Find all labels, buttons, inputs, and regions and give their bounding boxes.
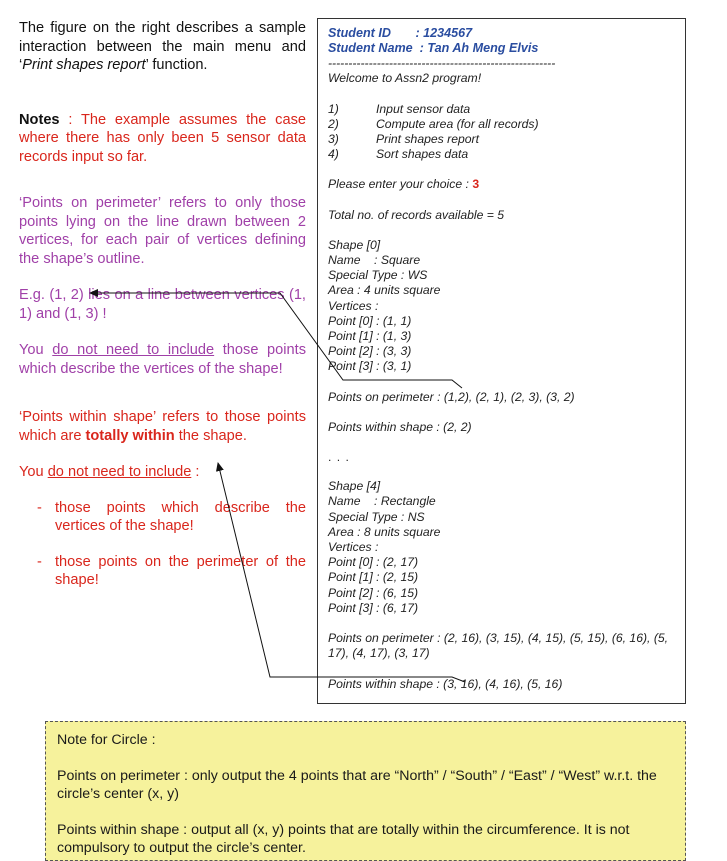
choice-prompt: Please enter your choice : 3 [328, 177, 480, 192]
main-menu [328, 102, 675, 163]
shape-4-perimeter: Points on perimeter : (2, 16), (3, 15), (4, 15), (5, 15), (6, 16), (5, 17), (4, 17), (3, 17) [328, 631, 672, 661]
intro-paragraph: The figure on the right describes a sample interaction between the main menu and ‘Print shapes report’ function. [19, 20, 306, 73]
welcome-line: Welcome to Assn2 program! [328, 71, 482, 86]
console-output [317, 18, 686, 704]
menu-item: 3) Print shapes report [328, 132, 479, 147]
within-definition: ‘Points within shape’ refers to those points which are totally within the shape. [19, 409, 306, 444]
bullet-item: - those points on the perimeter of the shape! [37, 553, 306, 588]
circle-note-title: Note for Circle : [57, 732, 156, 748]
exclude-vertices-note: You do not need to include those points which describe the vertices of the shape! [19, 342, 306, 377]
student-id: Student ID : 1234567 [328, 26, 473, 40]
total-records: Total no. of records available = 5 [328, 207, 505, 222]
perimeter-definition: ‘Points on perimeter’ refers to only those points lying on the line drawn between 2 vertices, for each pair of vertices defining the shape’s outline. [19, 195, 306, 267]
shape-0-block: Shape [0] Name : Square Special Type : WS Area : 4 units square Vertices : Point [0] : (1, 1) Point [1] : (1, 3) Point [2] : (3, 3) Point [3] : (3, 1) Points on perimeter : (1,2), (2, 1), (2, 3), (3, 2) Points within shape : (2, 2) [328, 238, 675, 435]
circle-note-within: Points within shape : output all (x, y) points that are totally within the circumference. It is not compulsory to output the circle’s center. [57, 822, 630, 856]
ellipsis: . . . [328, 450, 350, 465]
notes-paragraph: Notes : The example assumes the case where there has only been 5 sensor data records input so far. [19, 111, 306, 165]
menu-item: 1) Input sensor data [328, 101, 471, 116]
exclude-list-intro: You do not need to include : [19, 464, 200, 480]
choice-value: 3 [472, 177, 480, 192]
bullet-item: - those points which describe the vertices of the shape! [37, 499, 306, 534]
left-explanations [19, 19, 306, 590]
shape-4-within: Points within shape : (3, 16), (4, 16), (5, 16) [328, 676, 563, 691]
shape-0-within: Points within shape : (2, 2) [328, 419, 472, 434]
circle-note-perimeter: Points on perimeter : only output the 4 points that are “North” / “South” / “East” / “West” w.r.t. the circle’s center (x, y) [57, 768, 657, 802]
perimeter-example: E.g. (1, 2) lies on a line between vertices (1, 1) and (1, 3) ! [19, 287, 306, 322]
separator-line: -------------------------------------------------------- [328, 56, 556, 71]
student-name: Student Name : Tan Ah Meng Elvis [328, 41, 539, 56]
menu-item: 4) Sort shapes data [328, 147, 469, 162]
menu-item: 2) Compute area (for all records) [328, 116, 539, 131]
shape-0-perimeter: Points on perimeter : (1,2), (2, 1), (2, 3), (3, 2) [328, 389, 575, 404]
shape-4-block: Shape [4] Name : Rectangle Special Type : NS Area : 8 units square Vertices : Point [0] : (2, 17) Point [1] : (2, 15) Point [2] : (6, 15) Point [3] : (6, 17) Points on perimeter : (2, 16), (3, 15), (4, 15), (5, 15), (6, 16), (5, 17), (4, 17), (3, 17) Points within shape : (3, 16), (4, 16), (5, 16) [328, 479, 675, 691]
circle-note-box [45, 721, 686, 861]
